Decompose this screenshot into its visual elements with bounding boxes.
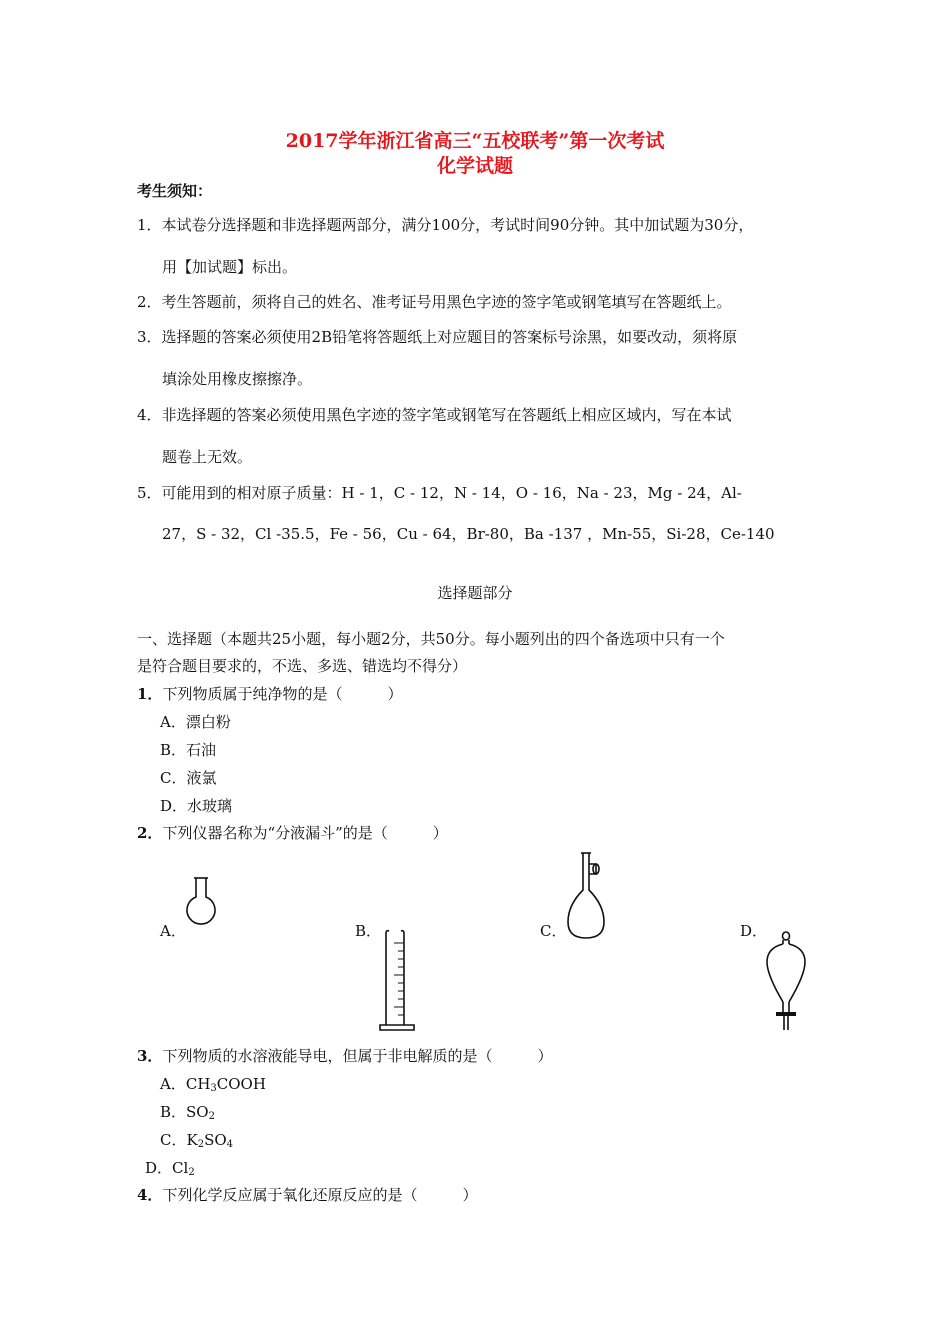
exam-subtitle: 化学试题 <box>436 155 513 177</box>
notice-item-5-text: 可能用到的相对原子质量：H - 1，C - 12，N - 14，O - 16，Na - 23，Mg - 24，Al- <box>161 484 742 502</box>
notice-item-2-text: 考生答题前，须将自己的姓名、准考证号用黑色字迹的签字笔或钢笔填写在答题纸上。 <box>161 293 732 311</box>
section-intro-line2: 是符合题目要求的，不选、多选、错选均不得分） <box>137 657 468 675</box>
notice-item-1-text: 本试卷分选择题和非选择题两部分，满分100分，考试时间90分钟。其中加试题为30分， <box>161 216 754 234</box>
q3-option-b <box>160 1101 215 1122</box>
q2-option-a-label: A． <box>160 922 186 940</box>
question-2-stem: 下列仪器名称为“分液漏斗”的是（ ） <box>162 824 448 842</box>
section-intro-line1: 一、选择题（本题共25小题，每小题2分，共50分。每小题列出的四个备选项中只有一个 <box>137 630 725 648</box>
q3-option-d <box>145 1157 195 1178</box>
question-1 <box>137 683 402 704</box>
question-3-stem: 下列物质的水溶液能导电，但属于非电解质的是（ ） <box>162 1047 553 1065</box>
notice-heading: 考生须知： <box>137 182 213 200</box>
q3-option-b-label: B． <box>160 1103 187 1121</box>
notice-item-3-text: 选择题的答案必须使用2B铅笔将答题纸上对应题目的答案标号涂黑，如要改动，须将原 <box>161 328 738 346</box>
notice-item-5-cont: 27，S - 32，Cl -35.5，Fe - 56，Cu - 64，Br-80，Ba -137 ，Mn-55，Si-28，Ce-140 <box>162 525 775 543</box>
q3-option-a <box>160 1073 266 1094</box>
notice-item-1 <box>137 214 753 235</box>
notice-item-5-num: 5． <box>137 484 162 502</box>
notice-item-4-num: 4． <box>137 406 162 424</box>
question-4 <box>137 1184 477 1205</box>
question-1-stem: 下列物质属于纯净物的是（ ） <box>162 685 403 703</box>
graduated-cylinder-icon <box>378 929 418 1037</box>
notice-item-4-cont: 题卷上无效。 <box>162 448 253 466</box>
section-heading: 选择题部分 <box>437 584 513 602</box>
question-2 <box>137 822 448 843</box>
notice-item-5 <box>137 482 742 503</box>
notice-item-3-cont: 填涂处用橡皮擦擦净。 <box>162 370 313 388</box>
q3-option-c-formula: $K_2SO_4$ <box>186 1131 234 1150</box>
q3-option-a-label: A． <box>160 1075 186 1093</box>
q2-option-b-label: B． <box>355 922 382 940</box>
q1-option-a: A．漂白粉 <box>160 713 231 731</box>
q3-option-d-label: D． <box>145 1159 173 1177</box>
exam-title: 2017学年浙江省高三“五校联考”第一次考试 <box>285 130 665 152</box>
volumetric-flask-icon <box>563 850 613 942</box>
q1-option-b: B．石油 <box>160 741 217 759</box>
q3-option-d-formula: $Cl_2$ <box>172 1159 195 1178</box>
q3-option-a-formula: $CH_3COOH$ <box>185 1075 266 1094</box>
q3-option-c-label: C． <box>160 1131 187 1149</box>
question-3 <box>137 1045 552 1066</box>
notice-item-2-num: 2． <box>137 293 162 311</box>
notice-item-4-text: 非选择题的答案必须使用黑色字迹的签字笔或钢笔写在答题纸上相应区域内，写在本试 <box>161 406 732 424</box>
q3-option-b-formula: $SO_2$ <box>186 1103 215 1122</box>
question-4-stem: 下列化学反应属于氧化还原反应的是（ ） <box>162 1186 478 1204</box>
separatory-funnel-icon <box>762 930 812 1036</box>
question-2-number: 2． <box>137 824 163 842</box>
notice-item-2 <box>137 291 732 312</box>
notice-item-1-cont: 用【加试题】标出。 <box>162 258 298 276</box>
q1-option-d: D．水玻璃 <box>160 797 233 815</box>
question-1-number: 1． <box>137 685 163 703</box>
round-bottom-flask-icon <box>183 875 223 935</box>
q3-option-c <box>160 1129 233 1150</box>
notice-item-3 <box>137 326 737 347</box>
q1-option-c: C．液氯 <box>160 769 217 787</box>
question-4-number: 4． <box>137 1186 163 1204</box>
q2-option-c-label: C． <box>540 922 567 940</box>
question-3-number: 3． <box>137 1047 163 1065</box>
notice-item-4 <box>137 404 732 425</box>
notice-item-3-num: 3． <box>137 328 162 346</box>
notice-item-1-num: 1． <box>137 216 162 234</box>
q2-option-d-label: D． <box>740 922 768 940</box>
